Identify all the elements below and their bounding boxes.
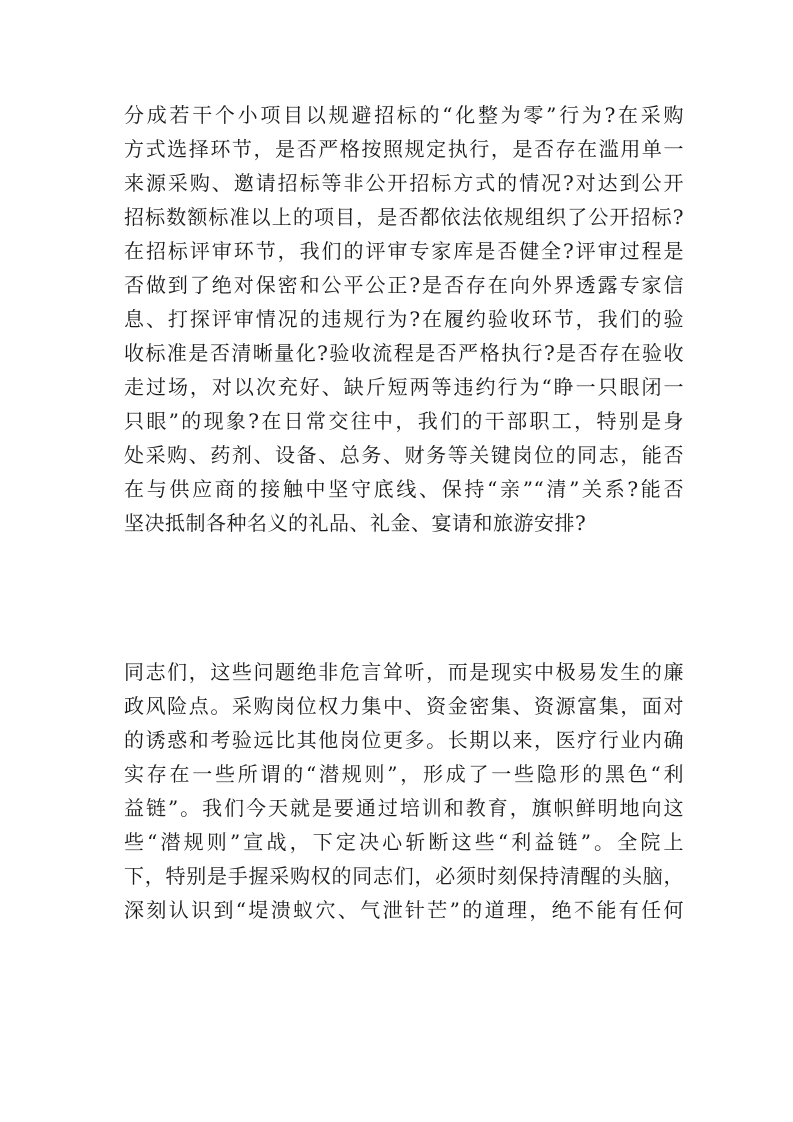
paragraph-procurement-questions (124, 98, 684, 540)
text-line: 实存在一些所谓的“潜规则”，形成了一些隐形的黑色“利 (124, 762, 684, 786)
text-line: 方式选择环节，是否严格按照规定执行，是否存在滥用单一 (124, 137, 684, 161)
text-line: 深刻认识到“堤溃蚁穴、气泄针芒”的道理，绝不能有任何 (124, 898, 684, 922)
text-line: 下，特别是手握采购权的同志们，必须时刻保持清醒的头脑， (124, 864, 684, 888)
text-line: 只眼”的现象?在日常交往中，我们的干部职工，特别是身 (124, 409, 684, 433)
text-line: 分成若干个小项目以规避招标的“化整为零”行为?在采购 (124, 103, 684, 127)
text-line: 走过场，对以次充好、缺斤短两等违约行为“睁一只眼闭一 (124, 375, 684, 399)
text-line: 益链”。我们今天就是要通过培训和教育，旗帜鲜明地向这 (124, 796, 684, 820)
paragraph-integrity-warning (124, 655, 684, 927)
text-line: 的诱惑和考验远比其他岗位更多。长期以来，医疗行业内确 (124, 728, 684, 752)
text-line: 息、打探评审情况的违规行为?在履约验收环节，我们的验 (124, 307, 684, 331)
text-line: 坚决抵制各种名义的礼品、礼金、宴请和旅游安排? (124, 511, 587, 535)
text-line: 招标数额标准以上的项目，是否都依法依规组织了公开招标? (124, 205, 684, 229)
text-line: 些“潜规则”宣战，下定决心斩断这些“利益链”。全院上 (124, 830, 684, 854)
text-line: 否做到了绝对保密和公平公正?是否存在向外界透露专家信 (124, 273, 684, 297)
text-line: 收标准是否清晰量化?验收流程是否严格执行?是否存在验收 (124, 341, 684, 365)
text-line: 处采购、药剂、设备、总务、财务等关键岗位的同志，能否 (124, 443, 684, 467)
text-line: 在招标评审环节，我们的评审专家库是否健全?评审过程是 (124, 239, 684, 263)
text-line: 来源采购、邀请招标等非公开招标方式的情况?对达到公开 (124, 171, 684, 195)
text-line: 在与供应商的接触中坚守底线、保持“亲”“清”关系?能否 (124, 477, 684, 501)
text-line: 政风险点。采购岗位权力集中、资金密集、资源富集，面对 (124, 694, 684, 718)
text-line: 同志们，这些问题绝非危言耸听，而是现实中极易发生的廉 (124, 660, 684, 684)
